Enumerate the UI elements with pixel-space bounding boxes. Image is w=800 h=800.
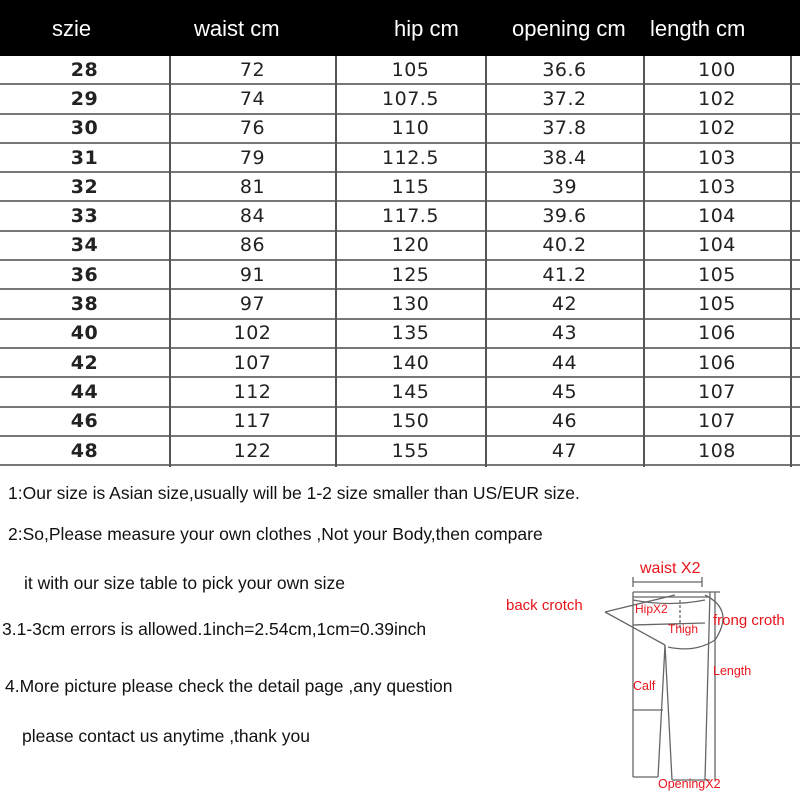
hip-cell: 150 <box>391 410 430 433</box>
header-size: szie <box>52 16 92 41</box>
opening-cell: 37.2 <box>542 87 587 110</box>
hip-cell: 115 <box>391 175 430 198</box>
back-crotch-label: back crotch <box>506 597 583 614</box>
table-row <box>0 378 800 407</box>
table-header <box>0 0 800 56</box>
table-row <box>0 290 800 319</box>
note-2: 2:So,Please measure your own clothes ,Not your Body,then compare <box>8 524 543 544</box>
header-waist: waist cm <box>194 16 280 41</box>
length-cell: 108 <box>698 439 736 462</box>
hip-cell: 117.5 <box>382 205 439 228</box>
table-row <box>0 115 800 144</box>
hip-cell: 112.5 <box>382 146 439 169</box>
waist-cell: 79 <box>239 146 266 169</box>
length-cell: 102 <box>698 117 736 140</box>
note-4-continued: please contact us anytime ,thank you <box>22 726 310 746</box>
size-cell: 30 <box>70 117 99 140</box>
waist-label: waist X2 <box>640 560 701 577</box>
length-cell: 104 <box>698 205 736 228</box>
table-row <box>0 437 800 466</box>
size-cell: 31 <box>70 146 99 169</box>
length-cell: 102 <box>698 87 736 110</box>
waist-cell: 84 <box>239 205 266 228</box>
opening-cell: 42 <box>551 293 578 316</box>
waist-cell: 91 <box>239 263 266 286</box>
header-length: length cm <box>650 16 746 41</box>
size-table <box>0 56 800 466</box>
hip-cell: 155 <box>391 439 430 462</box>
opening-cell: 46 <box>551 410 578 433</box>
size-cell: 48 <box>70 439 99 462</box>
size-cell: 34 <box>70 234 99 257</box>
table-row <box>0 320 800 349</box>
hip-cell: 135 <box>391 322 430 345</box>
waist-cell: 107 <box>233 351 272 374</box>
pants-outline-icon <box>500 555 800 800</box>
note-3: 3.1-3cm errors is allowed.1inch=2.54cm,1cm=0.39inch <box>2 619 427 639</box>
waist-cell: 74 <box>239 87 266 110</box>
table-row <box>0 232 800 261</box>
hip-cell: 140 <box>391 351 430 374</box>
opening-cell: 45 <box>551 380 578 403</box>
table-row <box>0 85 800 114</box>
opening-cell: 38.4 <box>542 146 587 169</box>
opening-cell: 39 <box>551 175 578 198</box>
table-row <box>0 202 800 231</box>
size-cell: 32 <box>70 175 99 198</box>
opening-cell: 44 <box>551 351 578 374</box>
opening-cell: 43 <box>551 322 578 345</box>
size-cell: 28 <box>70 58 99 81</box>
opening-cell: 40.2 <box>542 234 587 257</box>
header-hip: hip cm <box>394 16 459 41</box>
hip-cell: 120 <box>391 234 430 257</box>
hip-cell: 110 <box>391 117 430 140</box>
length-cell: 103 <box>698 146 736 169</box>
front-crotch-label: frong croth <box>713 612 785 629</box>
opening-cell: 47 <box>551 439 578 462</box>
note-1: 1:Our size is Asian size,usually will be 1-2 size smaller than US/EUR size. <box>8 483 580 503</box>
length-cell: 107 <box>698 380 736 403</box>
calf-label: Calf <box>633 679 656 693</box>
waist-cell: 76 <box>239 117 266 140</box>
waist-cell: 72 <box>239 58 266 81</box>
size-cell: 29 <box>70 87 99 110</box>
column-divider <box>643 56 645 467</box>
size-cell: 33 <box>70 205 99 228</box>
hip-cell: 130 <box>391 293 430 316</box>
opening-cell: 39.6 <box>542 205 587 228</box>
table-row <box>0 173 800 202</box>
size-cell: 44 <box>70 380 99 403</box>
size-cell: 46 <box>70 410 99 433</box>
hip-cell: 145 <box>391 380 430 403</box>
length-cell: 106 <box>698 322 736 345</box>
pants-measurement-diagram <box>500 555 800 800</box>
length-cell: 106 <box>698 351 736 374</box>
hip-label: HipX2 <box>635 602 668 616</box>
size-cell: 38 <box>70 293 99 316</box>
column-divider <box>485 56 487 467</box>
size-cell: 36 <box>70 263 99 286</box>
size-cell: 40 <box>70 322 99 345</box>
waist-cell: 97 <box>239 293 266 316</box>
header-opening: opening cm <box>512 16 626 41</box>
table-row <box>0 144 800 173</box>
table-row <box>0 56 800 85</box>
waist-cell: 102 <box>233 322 272 345</box>
table-row <box>0 261 800 290</box>
hip-cell: 105 <box>391 58 430 81</box>
opening-cell: 36.6 <box>542 58 587 81</box>
waist-cell: 117 <box>233 410 272 433</box>
length-cell: 104 <box>698 234 736 257</box>
thigh-label: Thigh <box>668 622 699 636</box>
length-cell: 103 <box>698 175 736 198</box>
waist-cell: 81 <box>239 175 266 198</box>
length-label: Length <box>713 664 752 678</box>
column-divider <box>169 56 171 467</box>
waist-cell: 86 <box>239 234 266 257</box>
waist-cell: 122 <box>233 439 272 462</box>
hip-cell: 107.5 <box>382 87 439 110</box>
opening-label: OpeningX2 <box>658 777 721 791</box>
waist-cell: 112 <box>233 380 272 403</box>
opening-cell: 37.8 <box>542 117 587 140</box>
length-cell: 107 <box>698 410 736 433</box>
hip-cell: 125 <box>391 263 430 286</box>
table-row <box>0 349 800 378</box>
length-cell: 105 <box>698 293 736 316</box>
opening-cell: 41.2 <box>542 263 587 286</box>
length-cell: 105 <box>698 263 736 286</box>
column-divider <box>335 56 337 467</box>
length-cell: 100 <box>698 58 736 81</box>
size-cell: 42 <box>70 351 99 374</box>
table-row <box>0 408 800 437</box>
column-divider <box>790 56 792 467</box>
note-2-continued: it with our size table to pick your own size <box>24 573 345 593</box>
note-4: 4.More picture please check the detail page ,any question <box>5 676 453 696</box>
